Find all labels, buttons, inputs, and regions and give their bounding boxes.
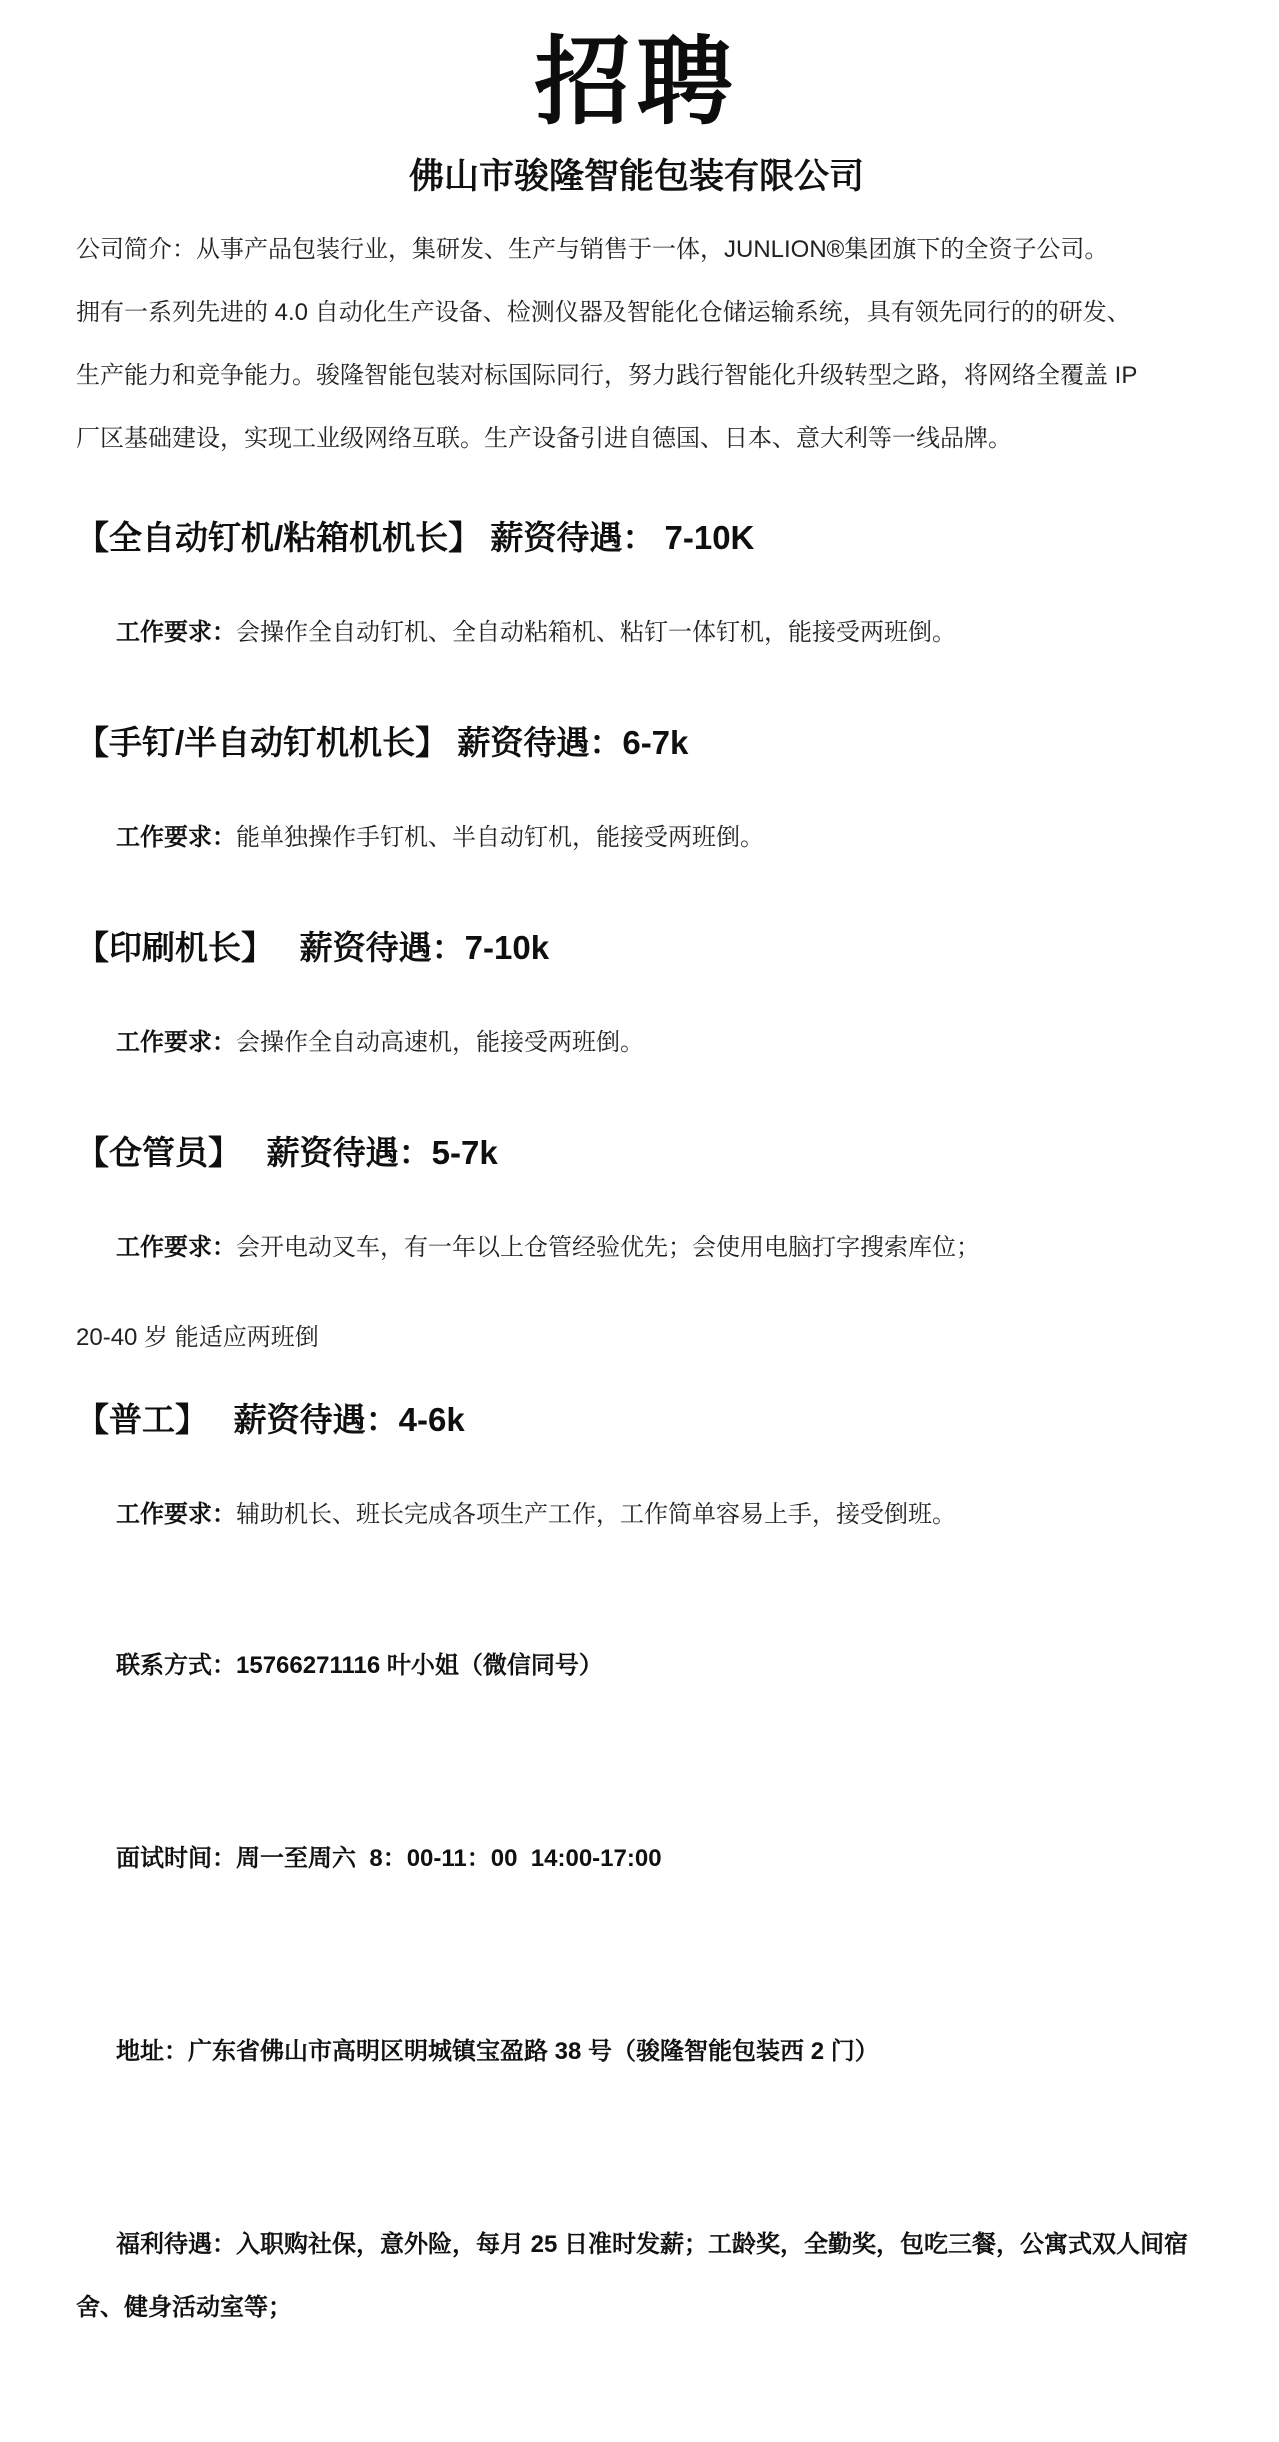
interview-time-line: [76, 1764, 1197, 1953]
company-intro-line: 公司简介：从事产品包装行业，集研发、生产与销售于一体，JUNLION®集团旗下的全资子公司。: [76, 236, 1109, 263]
address-value: 广东省佛山市高明区明城镇宝盈路 38 号（骏隆智能包装西 2 门）: [188, 2038, 879, 2065]
requirement-label: 工作要求：: [116, 1029, 237, 1056]
job-section-warehouse-keeper: [76, 1133, 1197, 1352]
address-line: [76, 1957, 1197, 2146]
company-intro-line: 生产能力和竞争能力。骏隆智能包装对标国际同行，努力践行智能化升级转型之路，将网络全覆盖 IP: [76, 362, 1138, 389]
job-section-printing-machine-operator: [76, 928, 1197, 1085]
job-heading: 【全自动钉机/粘箱机机长】 薪资待遇： 7-10K: [76, 519, 755, 556]
requirement-label: 工作要求：: [116, 824, 237, 851]
company-intro-line: 拥有一系列先进的 4.0 自动化生产设备、检测仪器及智能化仓储运输系统，具有领先同行的的研发、: [76, 299, 1131, 326]
contact-line: [76, 1571, 1197, 1760]
benefits-label: 福利待遇：: [116, 2231, 237, 2258]
contact-label: 联系方式：: [116, 1652, 237, 1679]
job-section-fully-automatic-nailing-machine-operator: [76, 518, 1197, 675]
requirement-label: 工作要求：: [116, 1501, 237, 1528]
requirement-text: 会开电动叉车，有一年以上仓管经验优先；会使用电脑打字搜索库位；: [236, 1234, 981, 1261]
company-intro: [76, 218, 1197, 470]
interview-time-value: 周一至周六 8：00-11：00 14:00-17:00: [236, 1845, 662, 1872]
benefits-value: 入职购社保，意外险，每月 25 日准时发薪；工龄奖，全勤奖，包吃三餐，公寓式双人间宿舍、健身活动室等；: [76, 2231, 1189, 2321]
benefits-line: [76, 2150, 1197, 2402]
company-intro-line: 厂区基础建设，实现工业级网络互联。生产设备引进自德国、日本、意大利等一线品牌。: [76, 425, 1012, 452]
job-heading: 【印刷机长】 薪资待遇：7-10k: [76, 929, 550, 966]
requirement-text: 会操作全自动高速机，能接受两班倒。: [236, 1029, 645, 1056]
job-heading: 【普工】 薪资待遇：4-6k: [76, 1401, 465, 1438]
requirement-text: 会操作全自动钉机、全自动粘箱机、粘钉一体钉机，能接受两班倒。: [236, 619, 957, 646]
page-title: 招聘: [534, 29, 739, 136]
requirement-text: 能单独操作手钉机、半自动钉机，能接受两班倒。: [236, 824, 765, 851]
address-label: 地址：: [116, 2038, 189, 2065]
interview-time-label: 面试时间：: [116, 1845, 237, 1872]
job-section-hand-nailing-machine-operator: [76, 723, 1197, 880]
job-requirement-extra: 20-40 岁 能适应两班倒: [76, 1324, 319, 1351]
contact-value: 15766271116 叶小姐（微信同号）: [236, 1652, 603, 1679]
requirement-label: 工作要求：: [116, 1234, 237, 1261]
job-heading: 【手钉/半自动钉机机长】 薪资待遇：6-7k: [76, 724, 689, 761]
job-heading: 【仓管员】 薪资待遇：5-7k: [76, 1134, 498, 1171]
job-requirement: [76, 1473, 1197, 1557]
job-section-general-worker: [76, 1400, 1197, 1557]
footer-info: [76, 1571, 1197, 2402]
requirement-label: 工作要求：: [116, 619, 237, 646]
job-requirement: [76, 591, 1197, 675]
requirement-text: 辅助机长、班长完成各项生产工作，工作简单容易上手，接受倒班。: [236, 1501, 957, 1528]
job-requirement: [76, 1001, 1197, 1085]
company-name: 佛山市骏隆智能包装有限公司: [408, 157, 864, 196]
job-requirement: [76, 796, 1197, 880]
job-requirement: [76, 1206, 1197, 1290]
